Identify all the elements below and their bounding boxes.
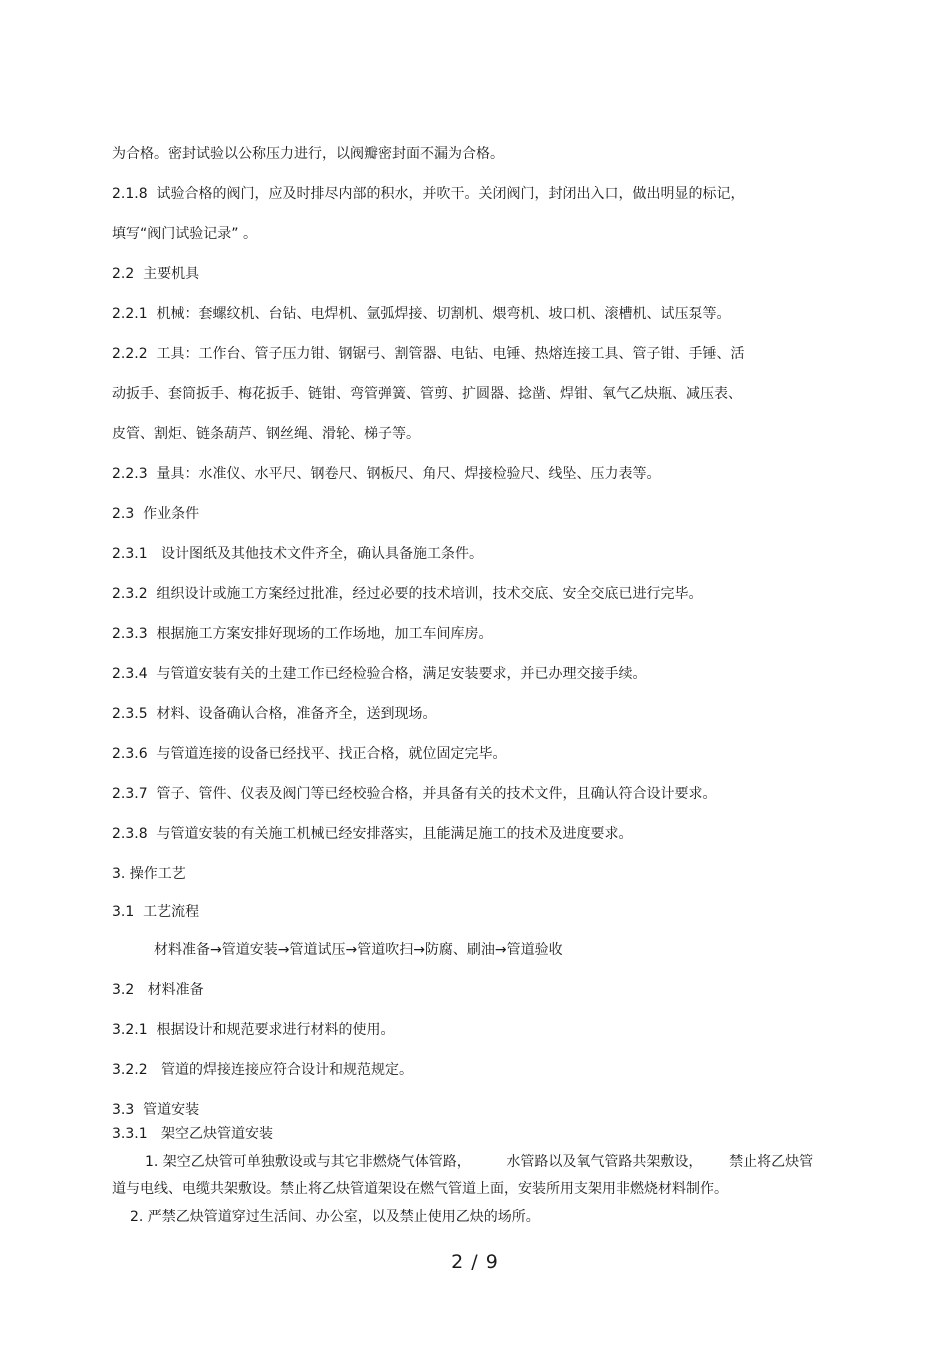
- section-heading: 3.1 工艺流程: [112, 904, 200, 920]
- text-line: 2. 严禁乙炔管道穿过生活间、办公室，以及禁止使用乙炔的场所。: [130, 1209, 540, 1225]
- text-line: 2.1.8 试验合格的阀门，应及时排尽内部的积水，并吹干。关闭阀门，封闭出入口，做出明显的标记，: [112, 186, 745, 202]
- text-line: 2.3.5 材料、设备确认合格，准备齐全，送到现场。: [112, 706, 437, 722]
- section-heading: 3.3 管道安装: [112, 1102, 200, 1118]
- text-line: 3.2.2 管道的焊接连接应符合设计和规范规定。: [112, 1062, 413, 1078]
- text-line: 2.3.3 根据施工方案安排好现场的工作场地，加工车间库房。: [112, 626, 493, 642]
- text-line: 2.2.2 工具：工作台、管子压力钳、钢锯弓、割管器、电钻、电锤、热熔连接工具、管子钳、手锤、活: [112, 346, 745, 362]
- text-line: 3.2.1 根据设计和规范要求进行材料的使用。: [112, 1022, 395, 1038]
- text-line: 皮管、割炬、链条葫芦、钢丝绳、滑轮、梯子等。: [112, 426, 420, 442]
- text-line: 2.3.2 组织设计或施工方案经过批准，经过必要的技术培训，技术交底、安全交底已进行完毕。: [112, 586, 703, 602]
- section-heading: 3.3.1 架空乙炔管道安装: [112, 1126, 273, 1142]
- page-number: 2 / 9: [451, 1251, 499, 1273]
- text-line: 2.2.3 量具：水准仪、水平尺、钢卷尺、钢板尺、角尺、焊接检验尺、线坠、压力表等。: [112, 466, 661, 482]
- text-line: 2.2.1 机械：套螺纹机、台钻、电焊机、氩弧焊接、切割机、煨弯机、坡口机、滚槽机、试压泵等。: [112, 306, 731, 322]
- process-flow: 材料准备→管道安装→管道试压→管道吹扫→防腐、刷油→管道验收: [154, 942, 563, 958]
- text-line: 2.3.4 与管道安装有关的土建工作已经检验合格，满足安装要求，并已办理交接手续。: [112, 666, 647, 682]
- section-heading: 2.2 主要机具: [112, 266, 200, 282]
- text-line: 2.3.6 与管道连接的设备已经找平、找正合格，就位固定完毕。: [112, 746, 507, 762]
- text-line: 动扳手、套筒扳手、梅花扳手、链钳、弯管弹簧、管剪、扩圆器、捻凿、焊钳、氧气乙炔瓶、减压表、: [112, 386, 742, 402]
- text-line: 道与电线、电缆共架敷设。禁止将乙炔管道架设在燃气管道上面，安装所用支架用非燃烧材料制作。: [112, 1181, 728, 1197]
- text-line: 2.3.7 管子、管件、仪表及阀门等已经校验合格，并具备有关的技术文件，且确认符合设计要求。: [112, 786, 717, 802]
- text-line: 2.3.1 设计图纸及其他技术文件齐全，确认具备施工条件。: [112, 546, 483, 562]
- text-line: 2.3.8 与管道安装的有关施工机械已经安排落实，且能满足施工的技术及进度要求。: [112, 826, 633, 842]
- text-line: 为合格。密封试验以公称压力进行，以阀瓣密封面不漏为合格。: [112, 146, 504, 162]
- section-heading: 3.2 材料准备: [112, 982, 204, 998]
- section-heading: 3. 操作工艺: [112, 866, 186, 882]
- section-heading: 2.3 作业条件: [112, 506, 200, 522]
- text-line: 填写“阀门试验记录” 。: [112, 226, 257, 242]
- text-line: 1. 架空乙炔管可单独敷设或与其它非燃烧气体管路， 水管路以及氧气管路共架敷设， 禁止将乙炔管: [145, 1154, 814, 1170]
